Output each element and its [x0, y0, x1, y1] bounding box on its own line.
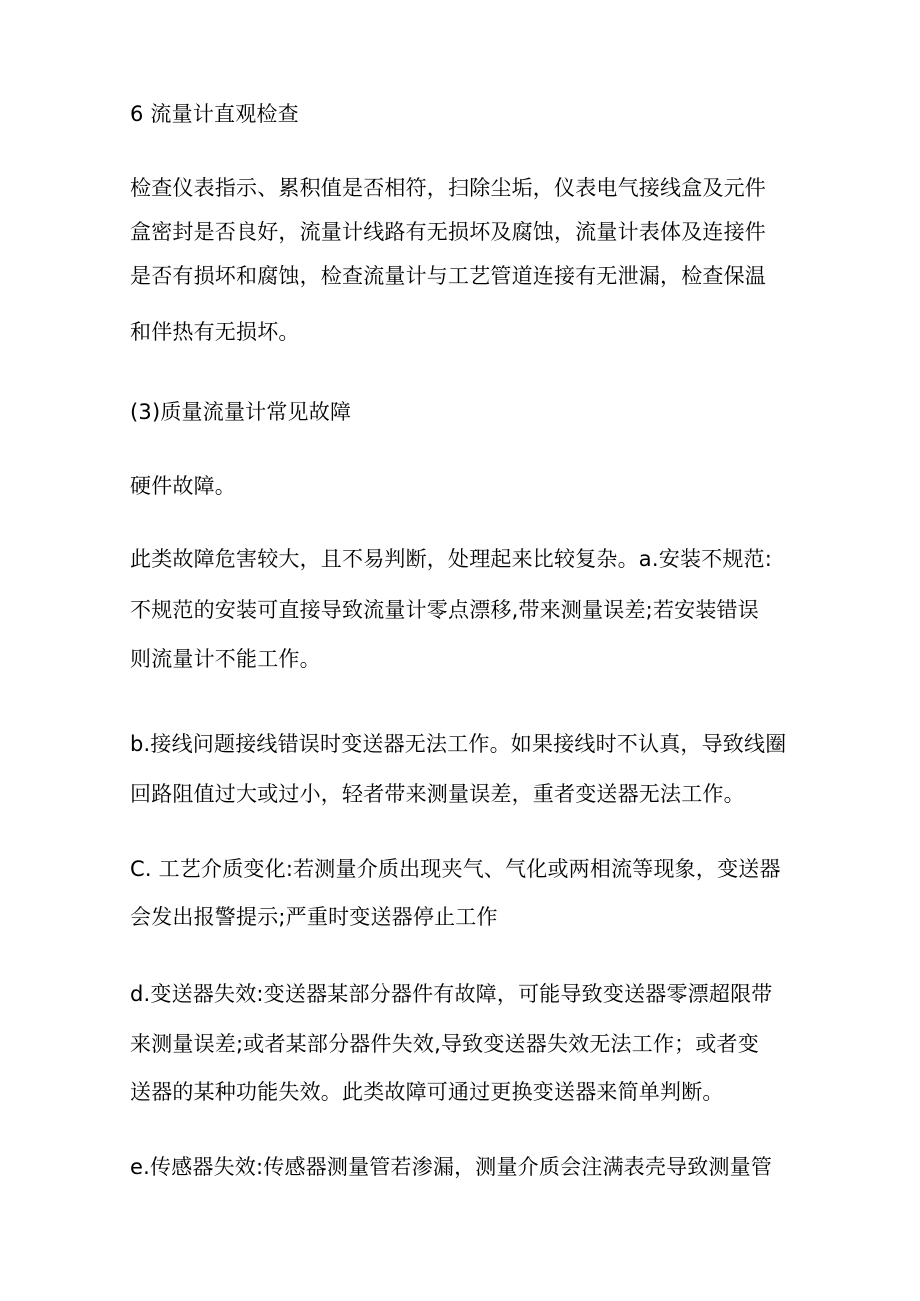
section-heading-flowmeter-inspection: 6 流量计直观检查: [130, 102, 299, 126]
text-line: C. 工艺介质变化:若测量介质出现夹气、气化或两相流等现象，变送器: [130, 857, 781, 881]
text-line: 是否有损坏和腐蚀，检查流量计与工艺管道连接有无泄漏，检查保温: [130, 264, 766, 288]
text-line: b.接线问题接线错误时变送器无法工作。如果接线时不认真，导致线圈: [130, 732, 787, 756]
section-heading-common-faults: (3)质量流量计常见故障: [130, 400, 352, 424]
text-line: 盒密封是否良好，流量计线路有无损坏及腐蚀，流量计表体及连接件: [130, 220, 766, 244]
text-line: 来测量误差;或者某部分器件失效,导致变送器失效无法工作；或者变: [130, 1032, 759, 1056]
text-line: 不规范的安装可直接导致流量计零点漂移,带来测量误差;若安装错误: [130, 598, 759, 622]
text-line: d.变送器失效:变送器某部分器件有故障，可能导致变送器零漂超限带: [130, 982, 773, 1006]
text-line: 检查仪表指示、累积值是否相符，扫除尘垢，仪表电气接线盒及元件: [130, 176, 766, 200]
text-line: 送器的某种功能失效。此类故障可通过更换变送器来简单判断。: [130, 1080, 724, 1104]
text-line: e.传感器失效:传感器测量管若渗漏，测量介质会注满表壳导致测量管: [130, 1155, 773, 1179]
text-line: 则流量计不能工作。: [130, 647, 321, 671]
text-line: 此类故障危害较大，且不易判断，处理起来比较复杂。a.安装不规范:: [130, 547, 773, 571]
text-line: 回路阻值过大或过小，轻者带来测量误差，重者变送器无法工作。: [130, 782, 745, 806]
text-line: 会发出报警提示;严重时变送器停止工作: [130, 905, 498, 929]
section-heading-hardware-faults: 硬件故障。: [130, 474, 236, 498]
text-line: 和伴热有无损坏。: [130, 320, 300, 344]
